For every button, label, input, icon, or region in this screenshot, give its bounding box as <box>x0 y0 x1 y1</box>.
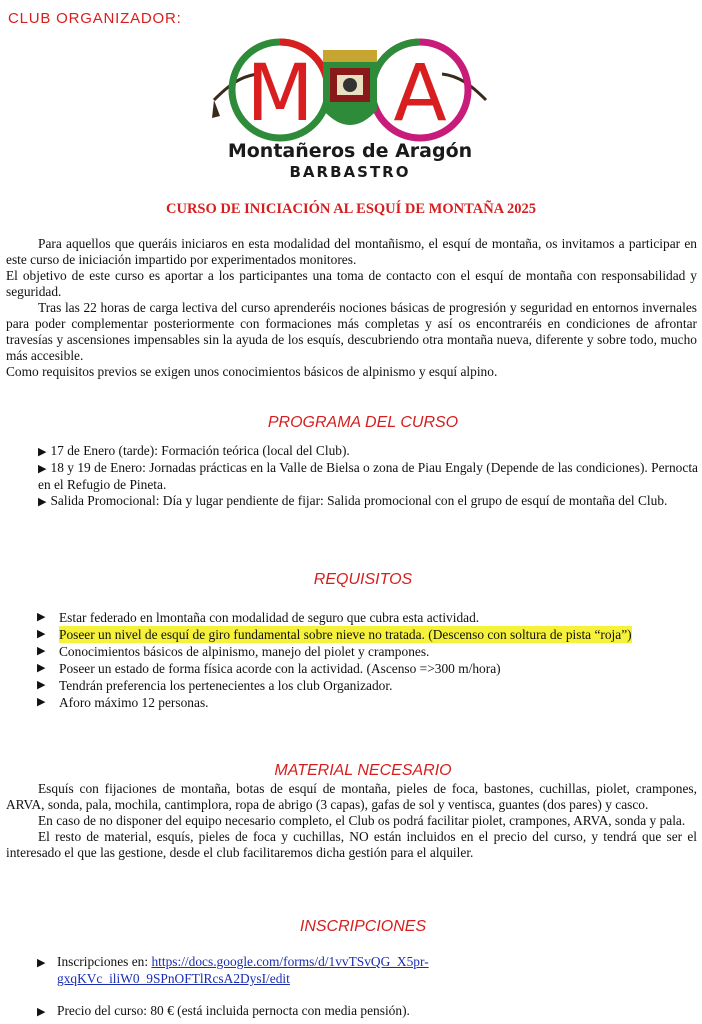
inscripcion-label: Inscripciones en: <box>57 954 152 969</box>
precio-text: Precio del curso: 80 € (está incluida pernocta con media pensión). <box>57 1003 410 1018</box>
intro-paragraph: El objetivo de este curso es aportar a los participantes una toma de contacto con el esquí de montaña con responsabilidad y seguridad. <box>6 268 697 299</box>
arrow-bullet-icon: ▶ <box>37 628 46 640</box>
logo-text: Montañeros de Aragón <box>227 140 473 162</box>
intro-paragraph: Como requisitos previos se exigen unos conocimientos básicos de alpinismo y esquí alpino. <box>6 364 498 379</box>
programa-list <box>38 443 698 510</box>
highlighted-requirement: Poseer un nivel de esquí de giro fundamental sobre nieve no tratada. (Descenso con soltura de pista “roja”) <box>59 627 632 642</box>
intro-section <box>6 236 697 380</box>
list-item: ▶ Tendrán preferencia los pertenecientes a los club Organizador. <box>37 678 393 693</box>
material-section <box>6 781 697 861</box>
list-item <box>37 626 702 643</box>
arrow-bullet-icon: ▶ <box>38 496 47 508</box>
logo-letter-m: M <box>246 49 314 139</box>
arrow-bullet-icon: ▶ <box>37 611 46 623</box>
inscripciones-title: INSCRIPCIONES <box>299 918 427 935</box>
arrow-bullet-icon: ▶ <box>37 957 46 969</box>
list-item: ▶ Salida Promocional: Día y lugar pendiente de fijar: Salida promocional con el grupo de esquí de montaña del Club. <box>38 493 668 508</box>
arrow-bullet-icon: ▶ <box>38 446 47 458</box>
list-item: ▶ Conocimientos básicos de alpinismo, manejo del piolet y crampones. <box>37 644 430 659</box>
arrow-bullet-icon: ▶ <box>37 645 46 657</box>
precio-item <box>37 1003 677 1020</box>
page-title: CURSO DE INICIACIÓN AL ESQUÍ DE MONTAÑA 2025 <box>166 201 536 217</box>
intro-paragraph: Para aquellos que queráis iniciaros en esta modalidad del montañismo, el esquí de montaña, os invitamos a participar en este curso de iniciación impartido por experimentados monitores. <box>6 236 697 267</box>
arrow-bullet-icon: ▶ <box>37 696 46 708</box>
arrow-bullet-icon: ▶ <box>37 679 46 691</box>
list-item: ▶ Poseer un estado de forma física acorde con la actividad. (Ascenso =>300 m/hora) <box>37 661 501 676</box>
intro-paragraph: Tras las 22 horas de carga lectiva del curso aprenderéis nociones básicas de progresión y seguridad en entornos invernales para poder complementar posteriormente con formaciones más completas y así os encontraréis en condiciones de afrontar travesías y ascensiones impensables sin la ayuda de los esquís, descubriendo otra montaña nueva, diferente y sobre todo, mucho más accesible. <box>6 300 697 363</box>
inscripcion-link-item <box>37 954 677 987</box>
list-item: ▶ Estar federado en lmontaña con modalidad de seguro que cubra esta actividad. <box>37 610 480 625</box>
club-organizer-label: CLUB ORGANIZADOR: <box>8 10 182 27</box>
programa-title: PROGRAMA DEL CURSO <box>267 414 459 431</box>
material-paragraph: En caso de no disponer del equipo necesario completo, el Club os podrá facilitar piolet, crampones, ARVA, sonda y pala. <box>38 813 686 828</box>
registration-link-continued[interactable]: gxqKVc_iliW0_9SPnOFTlRcsA2DysI/edit <box>57 971 290 986</box>
material-paragraph: El resto de material, esquís, pieles de foca y cuchillas, NO están incluidos en el precio del curso, y tendrá que ser el interesado el que las gestione, desde el club facilitaremos dicha gestión para el alquiler. <box>6 829 697 860</box>
logo-letter-a: A <box>393 49 447 139</box>
material-paragraph: Esquís con fijaciones de montaña, botas de esquí de montaña, pieles de foca, bastones, cuchillas, piolet, crampones, ARVA, sonda, pala, mochila, cantimplora, ropa de abrigo (3 capas), gafas de sol y ventisca, guantes (dos pares) y casco. <box>6 781 697 812</box>
arrow-bullet-icon: ▶ <box>38 463 47 475</box>
list-item: ▶ 18 y 19 de Enero: Jornadas prácticas en la Valle de Bielsa o zona de Piau Engaly (Depende de las condiciones). Pernocta en el Refugio de Pineta. <box>38 460 698 492</box>
requisitos-list <box>37 609 702 711</box>
coat-of-arms-icon <box>323 50 377 125</box>
arrow-bullet-icon: ▶ <box>37 1006 46 1018</box>
arrow-bullet-icon: ▶ <box>37 662 46 674</box>
requisitos-title: REQUISITOS <box>313 571 413 588</box>
list-item: ▶ 17 de Enero (tarde): Formación teórica (local del Club). <box>38 443 350 458</box>
material-title: MATERIAL NECESARIO <box>274 762 452 779</box>
club-logo <box>210 28 490 153</box>
list-item: ▶ Aforo máximo 12 personas. <box>37 695 209 710</box>
registration-link[interactable]: https://docs.google.com/forms/d/1vvTSvQG_X5pr- <box>151 954 429 969</box>
logo-subtext: BARBASTRO <box>289 163 411 181</box>
